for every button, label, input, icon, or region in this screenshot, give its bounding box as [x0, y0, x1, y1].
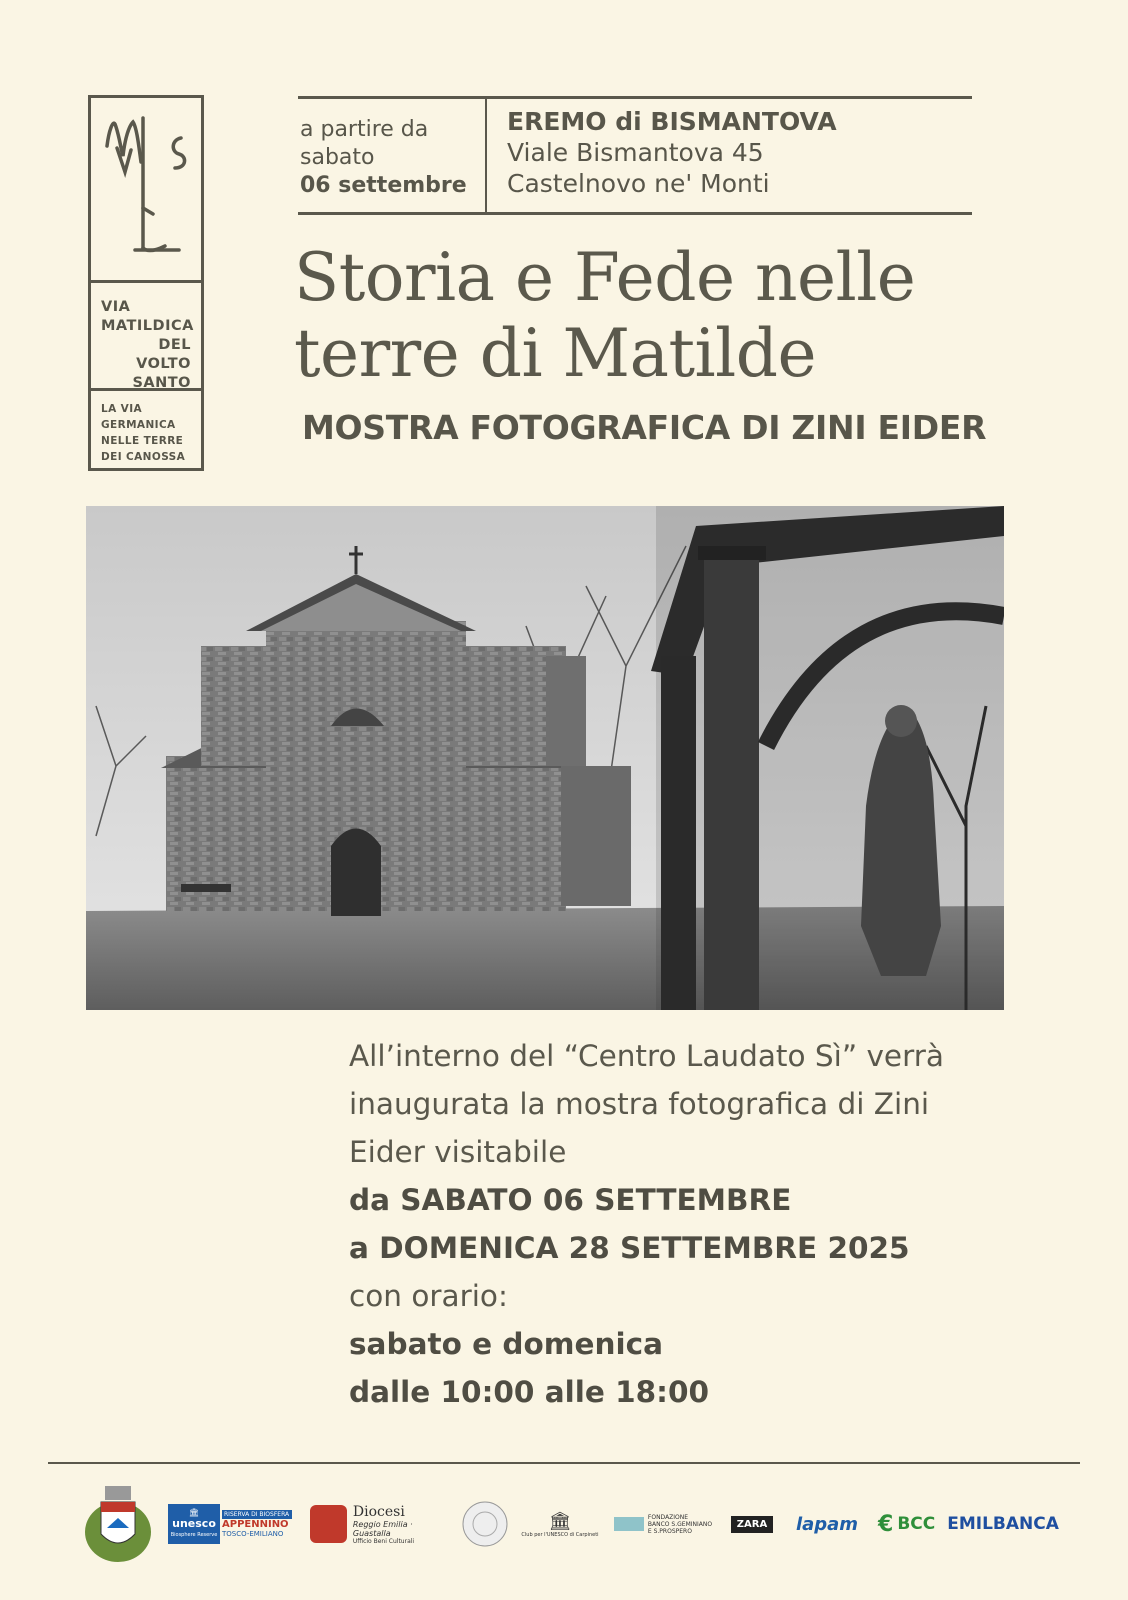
prospero-text: E S.PROSPERO: [647, 1527, 692, 1535]
date-line-bold: 06 settembre: [300, 173, 467, 198]
unesco-text: unesco: [172, 1517, 216, 1530]
round-seal-icon: [460, 1492, 510, 1556]
title-line: Storia e Fede nelle: [294, 239, 916, 316]
bcc-text: BCC: [897, 1514, 936, 1534]
club-unesco-logo: [520, 1492, 600, 1556]
page-title: [294, 240, 915, 392]
emilbanca-text: EMILBANCA: [947, 1514, 1059, 1534]
logo-line: MATILDICA: [101, 318, 194, 334]
venue-city: Castelnovo ne' Monti: [507, 169, 770, 198]
unesco-temple-icon: 🏛: [188, 1508, 200, 1517]
header-top-rule: [298, 96, 972, 99]
fondazione-text: FONDAZIONE: [647, 1513, 689, 1521]
logo-line: LA VIA: [101, 403, 143, 415]
body-line: All’interno del “Centro Laudato Sì” verrà: [349, 1039, 944, 1073]
riserva-text: RISERVA DI BIOSFERA: [222, 1510, 292, 1519]
logo-line: DEI CANOSSA: [101, 451, 186, 463]
fondazione-logo: [608, 1492, 718, 1556]
lapam-logo: [790, 1492, 864, 1556]
via-germanica-text: [101, 401, 195, 465]
logo-divider: [91, 388, 201, 391]
date-line: sabato: [300, 145, 375, 170]
header-bottom-rule: [298, 212, 972, 215]
date-to: a DOMENICA 28 SETTEMBRE 2025: [349, 1231, 910, 1265]
ms-monogram-icon: [91, 98, 201, 283]
logo-line: DEL VOLTO: [136, 337, 191, 372]
logo-line: GERMANICA: [101, 419, 176, 431]
unesco-appennino-logo: [168, 1492, 292, 1556]
club-unesco-text: Club per l'UNESCO di Carpineti: [521, 1531, 599, 1538]
via-matildica-text: [101, 298, 194, 393]
date-from: da SABATO 06 SETTEMBRE: [349, 1183, 792, 1217]
diocesi-logo: [310, 1492, 450, 1556]
lapam-text: lapam: [795, 1513, 859, 1535]
municipality-coat-of-arms-icon: [78, 1482, 158, 1566]
body-line: inaugurata la mostra fotografica di Zini: [349, 1087, 930, 1121]
venue-address: Viale Bismantova 45: [507, 138, 764, 167]
unesco-temple-icon: 🏛: [548, 1510, 572, 1532]
header-divider: [485, 99, 487, 212]
venue: [507, 106, 837, 199]
diocesi-sub: Reggio Emilia · Guastalla: [352, 1519, 413, 1538]
banco-text: BANCO S.GEMINIANO: [647, 1520, 713, 1528]
venue-name: EREMO di BISMANTOVA: [507, 107, 837, 136]
zara-logo: [722, 1492, 782, 1556]
church-photo: [86, 506, 1004, 1010]
body-line: Eider visitabile: [349, 1135, 567, 1169]
bcc-mark-icon: €: [878, 1511, 894, 1537]
bcc-emilbanca-logo: [878, 1492, 1098, 1556]
appennino-text: APPENNINO: [222, 1519, 289, 1530]
diocesi-text: Diocesi: [352, 1503, 405, 1520]
description: [349, 1032, 1009, 1416]
logo-line: SANTO: [132, 375, 191, 391]
opening-hours: dalle 10:00 alle 18:00: [349, 1375, 710, 1409]
unesco-sub: Biosphere Reserve: [170, 1532, 218, 1538]
logo-line: VIA: [101, 299, 131, 315]
diocesi-church-icon: [310, 1505, 347, 1543]
start-date: [300, 116, 467, 200]
zara-text: ZARA: [731, 1516, 773, 1533]
subtitle: MOSTRA FOTOGRAFICA DI ZINI EIDER: [302, 408, 987, 447]
title-line: terre di Matilde: [294, 315, 817, 392]
hours-label: con orario:: [349, 1279, 508, 1313]
via-matildica-logo: [88, 95, 204, 471]
diocesi-sub2: Ufficio Beni Culturali: [352, 1537, 415, 1545]
fondazione-mark-icon: [614, 1517, 644, 1531]
date-line: a partire da: [300, 117, 429, 142]
footer-rule: [48, 1462, 1080, 1464]
tosco-text: TOSCO-EMILIANO: [222, 1530, 284, 1538]
opening-days: sabato e domenica: [349, 1327, 664, 1361]
logo-line: NELLE TERRE: [101, 435, 184, 447]
